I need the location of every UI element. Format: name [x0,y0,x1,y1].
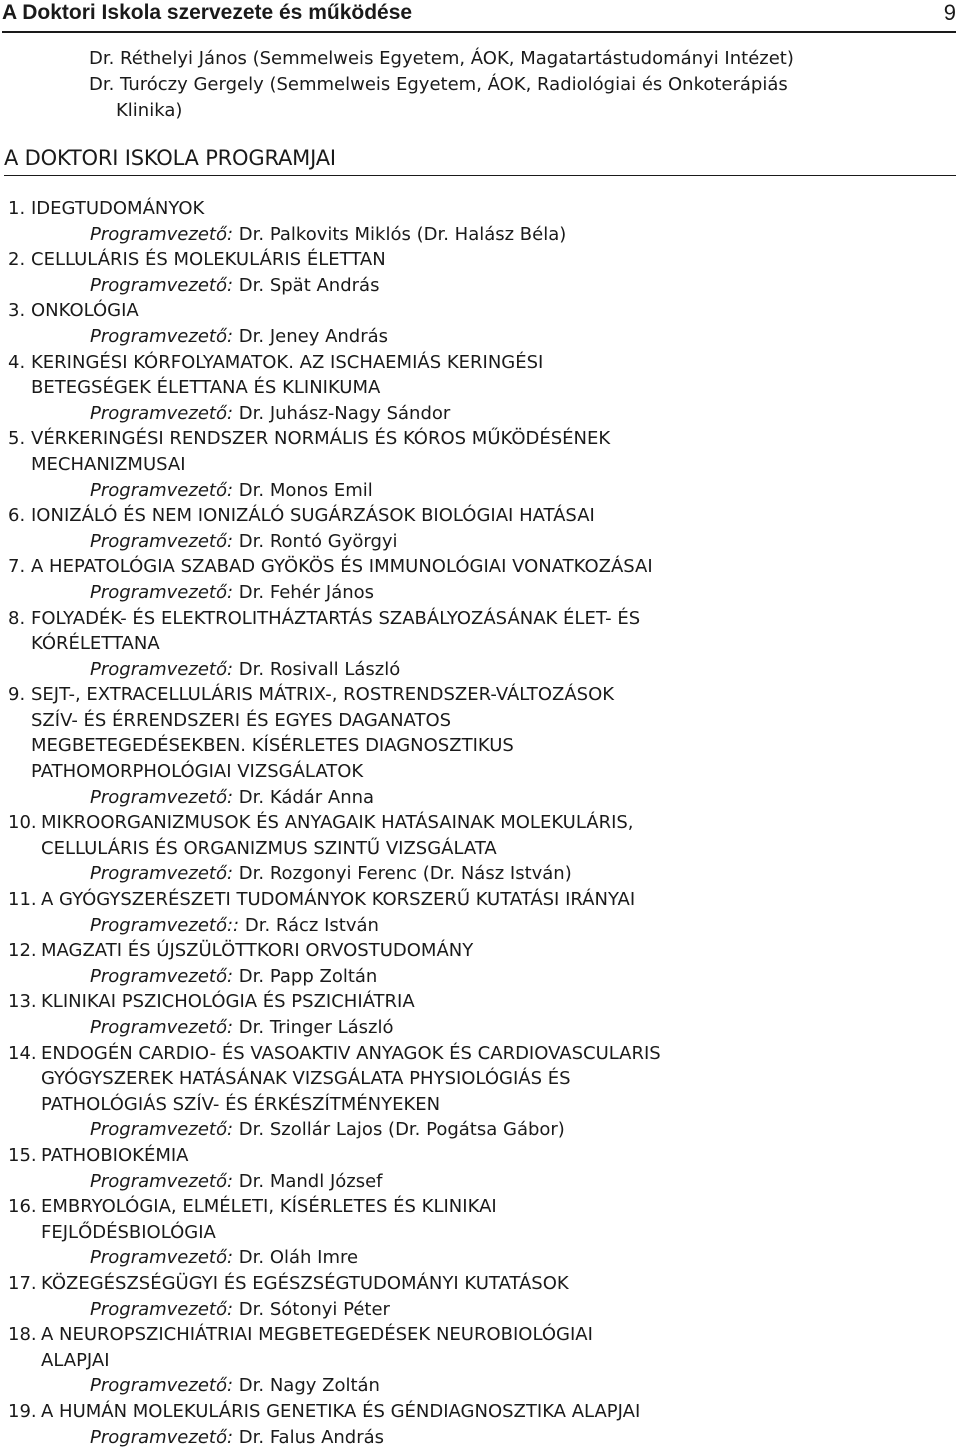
program-title-line: ENDOGÉN CARDIO- ÉS VASOAKTIV ANYAGOK ÉS CARDIOVASCULARIS [41,1041,948,1067]
program-title-line: SZÍV- ÉS ÉRRENDSZERI ÉS EGYES DAGANATOS [31,708,948,734]
program-list [8,196,948,1450]
program-title-text [31,503,948,529]
program-title-line: A HEPATOLÓGIA SZABAD GYÖKÖS ÉS IMMUNOLÓGIAI VONATKOZÁSAI [31,554,948,580]
program-leader-label: Programvezető: [90,480,233,501]
program-title [8,606,948,657]
program-leader [8,1169,948,1195]
program-leader [8,1373,948,1399]
program-item [8,503,948,554]
member-line-continued: Klinika) [89,98,949,124]
program-title-text [41,1271,948,1297]
program-number: 15. [8,1143,41,1169]
program-title-text [31,554,948,580]
program-number: 12. [8,938,41,964]
program-item [8,426,948,503]
program-title-line: VÉRKERINGÉSI RENDSZER NORMÁLIS ÉS KÓROS MŰKÖDÉSÉNEK [31,426,948,452]
program-item [8,1041,948,1143]
program-leader [8,657,948,683]
program-leader-name: Dr. Rácz István [245,915,379,936]
program-leader-label: Programvezető: [90,966,233,987]
program-title-text [41,938,948,964]
program-leader-name: Dr. Rosivall László [239,659,400,680]
program-title [8,810,948,861]
program-title [8,1143,948,1169]
program-title-line: A HUMÁN MOLEKULÁRIS GENETIKA ÉS GÉNDIAGNOSZTIKA ALAPJAI [41,1399,948,1425]
program-leader [8,222,948,248]
program-leader-name: Dr. Rozgonyi Ferenc (Dr. Nász István) [239,863,572,884]
program-leader-name: Dr. Fehér János [239,582,374,603]
program-leader [8,1297,948,1323]
program-title-line: FOLYADÉK- ÉS ELEKTROLITHÁZTARTÁS SZABÁLYOZÁSÁNAK ÉLET- ÉS [31,606,948,632]
program-leader [8,1425,948,1450]
program-leader-name: Dr. Sótonyi Péter [239,1299,390,1320]
program-title [8,426,948,477]
program-leader [8,478,948,504]
program-title-text [41,1194,948,1245]
program-leader [8,913,948,939]
program-item [8,606,948,683]
program-leader-name: Dr. Papp Zoltán [239,966,378,987]
program-title-text [31,350,948,401]
program-number: 18. [8,1322,41,1373]
program-title-line: SEJT-, EXTRACELLULÁRIS MÁTRIX-, ROSTRENDSZER-VÁLTOZÁSOK [31,682,948,708]
program-title-line: KÖZEGÉSZSÉGÜGYI ÉS EGÉSZSÉGTUDOMÁNYI KUTATÁSOK [41,1271,948,1297]
program-title [8,682,948,784]
program-title-line: IDEGTUDOMÁNYOK [31,196,948,222]
program-title-text [41,810,948,861]
program-title-line: MEGBETEGEDÉSEKBEN. KÍSÉRLETES DIAGNOSZTIKUS [31,733,948,759]
program-leader [8,324,948,350]
program-leader [8,529,948,555]
program-leader [8,580,948,606]
program-leader-label: Programvezető: [90,1375,233,1396]
program-title-text [31,196,948,222]
program-number: 6. [8,503,31,529]
program-leader-label: Programvezető: [90,1119,233,1140]
program-leader-label: Programvezető: [90,1171,233,1192]
program-number: 11. [8,887,41,913]
program-number: 2. [8,247,31,273]
page-number: 9 [944,0,956,26]
program-leader-label: Programvezető: [90,787,233,808]
program-title-text [31,247,948,273]
program-leader-label: Programvezető: [90,1299,233,1320]
program-title-text [41,887,948,913]
program-item [8,196,948,247]
program-number: 9. [8,682,31,784]
program-title-line: EMBRYOLÓGIA, ELMÉLETI, KÍSÉRLETES ÉS KLINIKAI [41,1194,948,1220]
program-item [8,887,948,938]
program-leader [8,401,948,427]
program-title [8,1399,948,1425]
program-title-text [41,1041,948,1118]
program-item [8,247,948,298]
program-leader-label: Programvezető: [90,403,233,424]
program-number: 17. [8,1271,41,1297]
program-title-line: A NEUROPSZICHIÁTRIAI MEGBETEGEDÉSEK NEUROBIOLÓGIAI [41,1322,948,1348]
program-title-line: KLINIKAI PSZICHOLÓGIA ÉS PSZICHIÁTRIA [41,989,948,1015]
program-title [8,1041,948,1118]
member-line: Dr. Turóczy Gergely (Semmelweis Egyetem, ÁOK, Radiológiai és Onkoterápiás [89,74,788,95]
program-title [8,350,948,401]
program-title-line: CELLULÁRIS ÉS ORGANIZMUS SZINTŰ VIZSGÁLATA [41,836,948,862]
member-list [89,46,949,124]
program-title [8,247,948,273]
program-leader-name: Dr. Rontó Györgyi [239,531,398,552]
program-title [8,1322,948,1373]
program-title-line: KÓRÉLETTANA [31,631,948,657]
program-number: 19. [8,1399,41,1425]
program-title-line: BETEGSÉGEK ÉLETTANA ÉS KLINIKUMA [31,375,948,401]
member-line: Dr. Réthelyi János (Semmelweis Egyetem, ÁOK, Magatartástudományi Intézet) [89,48,794,69]
program-item [8,989,948,1040]
program-title-line: FEJLŐDÉSBIOLÓGIA [41,1220,948,1246]
program-leader-label: Programvezető: [90,275,233,296]
program-leader-label: Programvezető: [90,224,233,245]
program-title-text [31,298,948,324]
program-number: 5. [8,426,31,477]
program-leader-name: Dr. Mandl József [239,1171,383,1192]
program-leader-name: Dr. Jeney András [239,326,388,347]
program-title-text [41,1322,948,1373]
program-leader-label: Programvezető: [90,1247,233,1268]
program-item [8,554,948,605]
program-title-line: A GYÓGYSZERÉSZETI TUDOMÁNYOK KORSZERŰ KUTATÁSI IRÁNYAI [41,887,948,913]
program-title-line: MECHANIZMUSAI [31,452,948,478]
program-title-line: MIKROORGANIZMUSOK ÉS ANYAGAIK HATÁSAINAK MOLEKULÁRIS, [41,810,948,836]
program-leader-name: Dr. Spät András [239,275,380,296]
program-title [8,989,948,1015]
program-title-line: PATHOBIOKÉMIA [41,1143,948,1169]
program-title [8,887,948,913]
program-leader-name: Dr. Nagy Zoltán [239,1375,380,1396]
program-leader-name: Dr. Oláh Imre [239,1247,358,1268]
program-title-text [31,682,948,784]
program-number: 7. [8,554,31,580]
program-item [8,810,948,887]
program-title-text [41,1143,948,1169]
program-leader-name: Dr. Tringer László [239,1017,394,1038]
program-item [8,682,948,810]
program-leader-label: Programvezető: [90,582,233,603]
program-leader-label: Programvezető: [90,1017,233,1038]
program-leader-name: Dr. Monos Emil [239,480,373,501]
program-leader-name: Dr. Kádár Anna [239,787,374,808]
program-title-text [31,426,948,477]
program-title-line: CELLULÁRIS ÉS MOLEKULÁRIS ÉLETTAN [31,247,948,273]
program-leader-label: Programvezető: [90,863,233,884]
running-header [2,0,956,33]
program-title-line: PATHOLÓGIÁS SZÍV- ÉS ÉRKÉSZÍTMÉNYEKEN [41,1092,948,1118]
program-leader-name: Dr. Juhász-Nagy Sándor [239,403,451,424]
program-title [8,938,948,964]
program-number: 14. [8,1041,41,1118]
program-title [8,1271,948,1297]
program-title [8,196,948,222]
program-title-line: ONKOLÓGIA [31,298,948,324]
program-leader-label: Programvezető:: [90,915,239,936]
program-item [8,938,948,989]
program-item [8,1194,948,1271]
program-leader [8,1245,948,1271]
member-item [89,72,949,124]
program-number: 13. [8,989,41,1015]
program-item [8,1143,948,1194]
program-leader [8,964,948,990]
program-item [8,350,948,427]
program-title-text [41,989,948,1015]
program-leader-label: Programvezető: [90,1427,233,1448]
member-item [89,46,949,72]
program-number: 3. [8,298,31,324]
program-title-line: IONIZÁLÓ ÉS NEM IONIZÁLÓ SUGÁRZÁSOK BIOLÓGIAI HATÁSAI [31,503,948,529]
program-title-line: MAGZATI ÉS ÚJSZÜLÖTTKORI ORVOSTUDOMÁNY [41,938,948,964]
program-leader [8,861,948,887]
program-leader-label: Programvezető: [90,531,233,552]
program-title-line: KERINGÉSI KÓRFOLYAMATOK. AZ ISCHAEMIÁS KERINGÉSI [31,350,948,376]
header-title: A Doktori Iskola szervezete és működése [2,0,412,26]
program-leader-label: Programvezető: [90,659,233,680]
program-title [8,503,948,529]
program-leader [8,273,948,299]
program-number: 10. [8,810,41,861]
program-number: 8. [8,606,31,657]
program-item [8,1399,948,1450]
program-title [8,1194,948,1245]
program-title-text [31,606,948,657]
program-leader [8,785,948,811]
program-title [8,298,948,324]
program-title [8,554,948,580]
program-leader-name: Dr. Szollár Lajos (Dr. Pogátsa Gábor) [239,1119,565,1140]
program-number: 1. [8,196,31,222]
program-item [8,1271,948,1322]
program-item [8,298,948,349]
program-title-line: GYÓGYSZEREK HATÁSÁNAK VIZSGÁLATA PHYSIOLÓGIÁS ÉS [41,1066,948,1092]
program-title-line: ALAPJAI [41,1348,948,1374]
section-heading: A DOKTORI ISKOLA PROGRAMJAI [4,144,956,176]
program-leader-name: Dr. Falus András [239,1427,384,1448]
program-leader [8,1015,948,1041]
program-leader-label: Programvezető: [90,326,233,347]
program-title-text [41,1399,948,1425]
program-number: 4. [8,350,31,401]
program-leader-name: Dr. Palkovits Miklós (Dr. Halász Béla) [239,224,567,245]
program-item [8,1322,948,1399]
program-leader [8,1117,948,1143]
program-title-line: PATHOMORPHOLÓGIAI VIZSGÁLATOK [31,759,948,785]
program-number: 16. [8,1194,41,1245]
